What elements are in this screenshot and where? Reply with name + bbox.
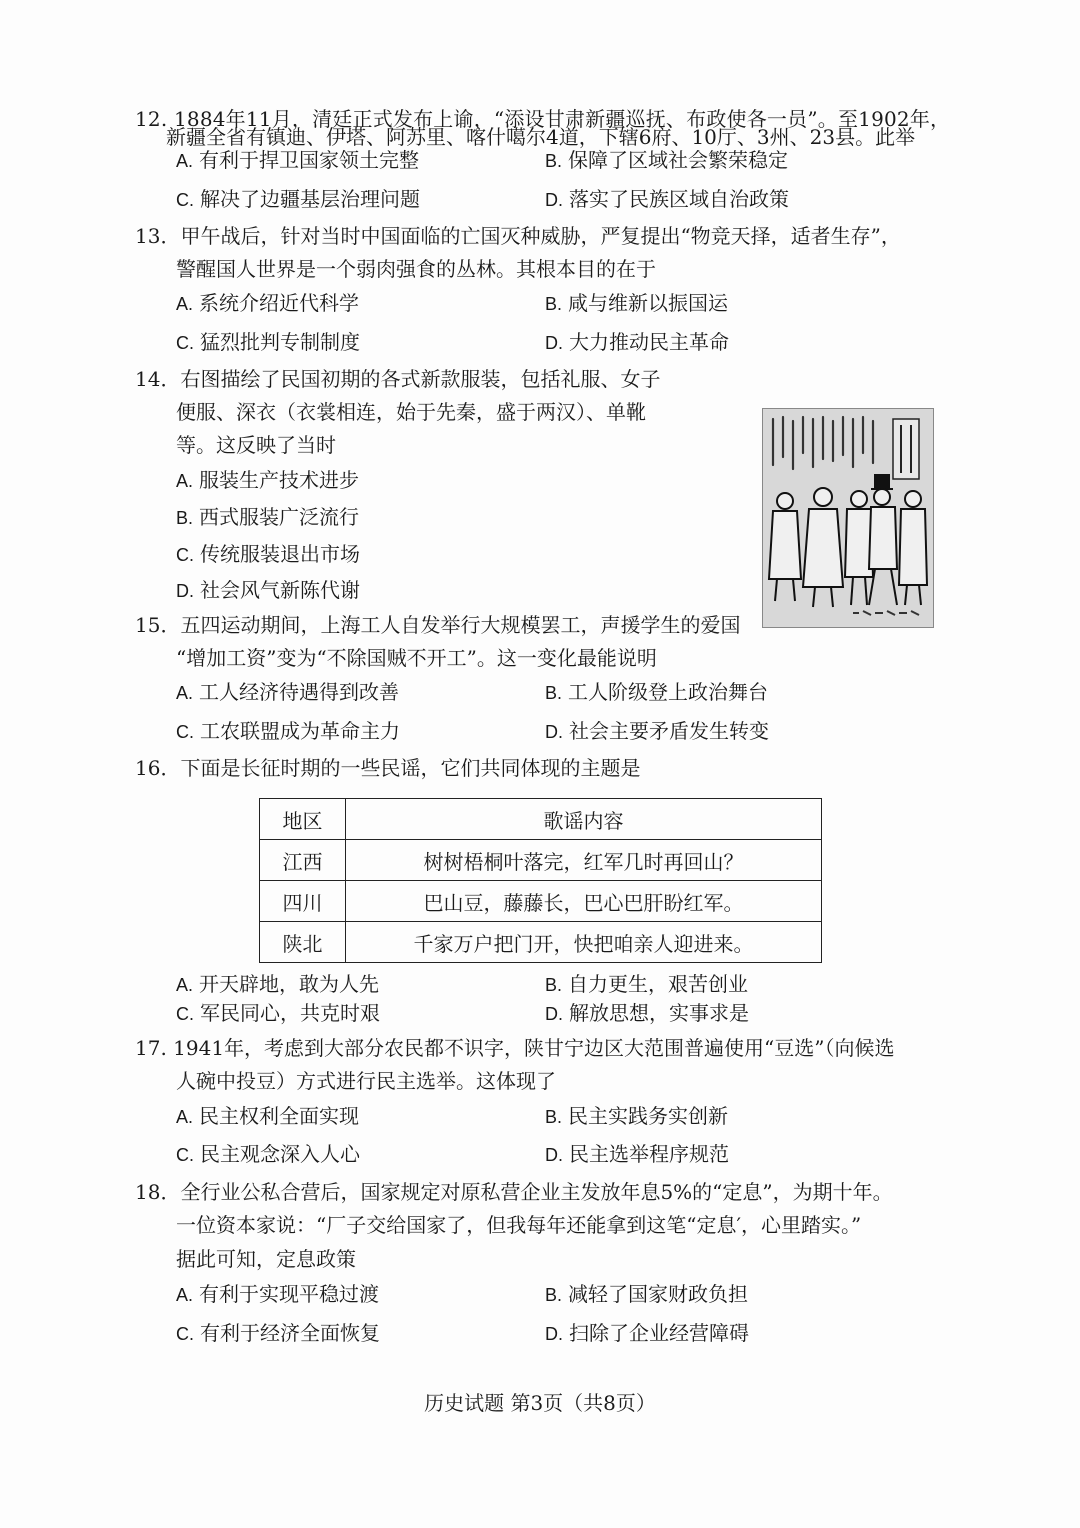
q17-option-c: C. 民主观念深入人心: [176, 1142, 360, 1166]
q12-option-a: A. 有利于捍卫国家领土完整: [176, 148, 420, 172]
q18-stem-line2: 一位资本家说：“厂子交给国家了，但我每年还能拿到这笔“定息′，心里踏实。”: [176, 1213, 862, 1237]
q14-stem-line3: 等。这反映了当时: [176, 433, 336, 457]
q12-stem-line1: 12. 1884年11月，清廷正式发布上谕，“添设甘肃新疆巡抚、布政使各一员”。至1902年，: [135, 107, 951, 131]
costume-cartoon-image: [762, 408, 934, 628]
q18-stem-line1: 18．全行业公私合营后，国家规定对原私营企业主发放年息5%的“定息”，为期十年。: [135, 1180, 893, 1204]
q12-option-b: B. 保障了区域社会繁荣稳定: [545, 148, 789, 172]
q15-option-b: B. 工人阶级登上政治舞台: [545, 680, 769, 704]
q12-option-c: C. 解决了边疆基层治理问题: [176, 187, 420, 211]
table-row: [260, 881, 822, 922]
q17-stem-line1: 17. 1941年，考虑到大部分农民都不识字，陕甘宁边区大范围普遍使用“豆选”（向候选: [135, 1036, 895, 1060]
folk-song-table: [259, 798, 822, 963]
q13-option-d: D. 大力推动民主革命: [545, 330, 729, 354]
table-cell-region: 陕北: [260, 922, 346, 963]
table-cell-lyrics: 树树梧桐叶落完，红军几时再回山？: [346, 840, 822, 881]
q16-stem-line1: 16．下面是长征时期的一些民谣，它们共同体现的主题是: [135, 756, 641, 780]
q14-stem-line1: 14．右图描绘了民国初期的各式新款服装，包括礼服、女子: [135, 367, 661, 391]
q14-option-d: D. 社会风气新陈代谢: [176, 578, 360, 602]
q15-option-c: C. 工农联盟成为革命主力: [176, 719, 400, 743]
q18-stem-line3: 据此可知，定息政策: [176, 1247, 356, 1271]
q14-option-a: A. 服装生产技术进步: [176, 468, 360, 492]
table-header-cell: 地区: [260, 799, 346, 840]
q18-option-d: D. 扫除了企业经营障碍: [545, 1321, 749, 1345]
table-cell-lyrics: 巴山豆，藤藤长，巴心巴肝盼红军。: [346, 881, 822, 922]
q15-stem-line1: 15．五四运动期间，上海工人自发举行大规模罢工，声援学生的爱国: [135, 613, 741, 637]
q12-stem-line2: 新疆全省有镇迪、伊塔、阿苏里、喀什噶尔4道，下辖6府、10厅、3州、23县。此举: [166, 125, 916, 149]
q14-option-b: B. 西式服装广泛流行: [176, 505, 360, 529]
table-cell-lyrics: 千家万户把门开，快把咱亲人迎进来。: [346, 922, 822, 963]
q17-option-d: D. 民主选举程序规范: [545, 1142, 729, 1166]
q15-stem-line2: “增加工资”变为“不除国贼不开工”。这一变化最能说明: [176, 646, 657, 670]
q16-option-a: A. 开天辟地，敢为人先: [176, 972, 380, 996]
table-cell-region: 江西: [260, 840, 346, 881]
costume-cartoon-drawing: [763, 409, 933, 627]
q14-stem-line2: 便服、深衣（衣裳相连，始于先秦，盛于两汉）、单靴: [176, 400, 646, 424]
q18-option-b: B. 减轻了国家财政负担: [545, 1282, 749, 1306]
q17-option-b: B. 民主实践务实创新: [545, 1104, 729, 1128]
q14-option-c: C. 传统服装退出市场: [176, 542, 360, 566]
q16-option-d: D. 解放思想，实事求是: [545, 1001, 749, 1025]
table-cell-region: 四川: [260, 881, 346, 922]
q13-option-c: C. 猛烈批判专制制度: [176, 330, 360, 354]
q17-option-a: A. 民主权利全面实现: [176, 1104, 360, 1128]
q13-stem-line1: 13．甲午战后，针对当时中国面临的亡国灭种威胁，严复提出“物竞天择，适者生存”，: [135, 224, 901, 248]
q13-stem-line2: 警醒国人世界是一个弱肉强食的丛林。其根本目的在于: [176, 257, 656, 281]
q18-option-c: C. 有利于经济全面恢复: [176, 1321, 380, 1345]
page-footer: 历史试题 第3页（共8页）: [424, 1391, 656, 1415]
q13-option-a: A. 系统介绍近代科学: [176, 291, 360, 315]
q15-option-a: A. 工人经济待遇得到改善: [176, 680, 400, 704]
table-row: [260, 922, 822, 963]
table-header-cell: 歌谣内容: [346, 799, 822, 840]
q16-option-c: C. 军民同心，共克时艰: [176, 1001, 380, 1025]
table-header-row: [260, 799, 822, 840]
table-row: [260, 840, 822, 881]
q17-stem-line2: 人碗中投豆）方式进行民主选举。这体现了: [176, 1069, 556, 1093]
q13-option-b: B. 咸与维新以振国运: [545, 291, 729, 315]
q18-option-a: A. 有利于实现平稳过渡: [176, 1282, 380, 1306]
q15-option-d: D. 社会主要矛盾发生转变: [545, 719, 769, 743]
q16-option-b: B. 自力更生，艰苦创业: [545, 972, 749, 996]
q12-option-d: D. 落实了民族区域自治政策: [545, 187, 789, 211]
